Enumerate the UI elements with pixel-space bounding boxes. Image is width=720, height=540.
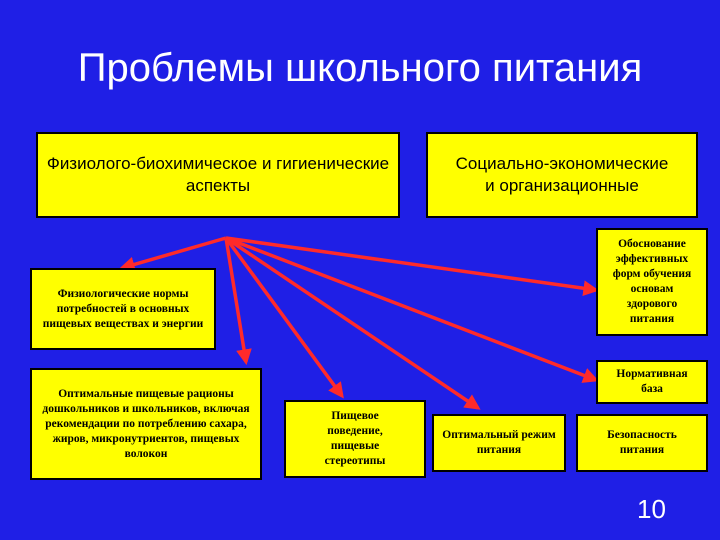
arrow-to-training-forms [226,238,596,290]
box-optimal-diets [30,368,262,480]
box-physio-norms-text: Физиологические нормы потребностей в основных пищевых веществах и энергии [42,287,204,330]
box-socio-aspects [426,132,698,218]
box-physio-norms [30,268,216,350]
box-food-safety-text: Безопасность питания [607,429,677,456]
box-food-safety [576,414,708,472]
box-food-behavior [284,400,426,478]
box-regulatory-base [596,360,708,404]
arrow-to-optimal-diets [226,238,246,362]
box-optimal-diets-text: Оптимальные пищевые рационы дошкольников и школьников, включая рекомендации по потреблению сахара, жиров, микронутриентов, пищевых волокон [42,387,250,460]
box-food-behavior-text: Пищевое поведение, пищевые стереотипы [324,410,386,467]
box-socio-aspects-text: Социально-экономические и организационные [455,154,669,195]
box-optimal-regime [432,414,566,472]
box-training-forms [596,228,708,336]
arrow-to-optimal-regime [226,238,478,408]
box-physio-aspects [36,132,400,218]
box-training-forms-text: Обоснование эффективных форм обучения основам здорового питания [612,238,692,325]
arrow-to-regulatory-base [226,238,596,380]
arrow-to-physio-norms [122,238,226,268]
page-number: 10 [637,494,666,524]
box-physio-aspects-text: Физиолого-биохимическое и гигиенические аспекты [46,154,390,195]
slide-title: Проблемы школьного питания [77,46,643,90]
box-regulatory-base-text: Нормативная база [616,368,688,395]
box-optimal-regime-text: Оптимальный режим питания [442,429,556,456]
